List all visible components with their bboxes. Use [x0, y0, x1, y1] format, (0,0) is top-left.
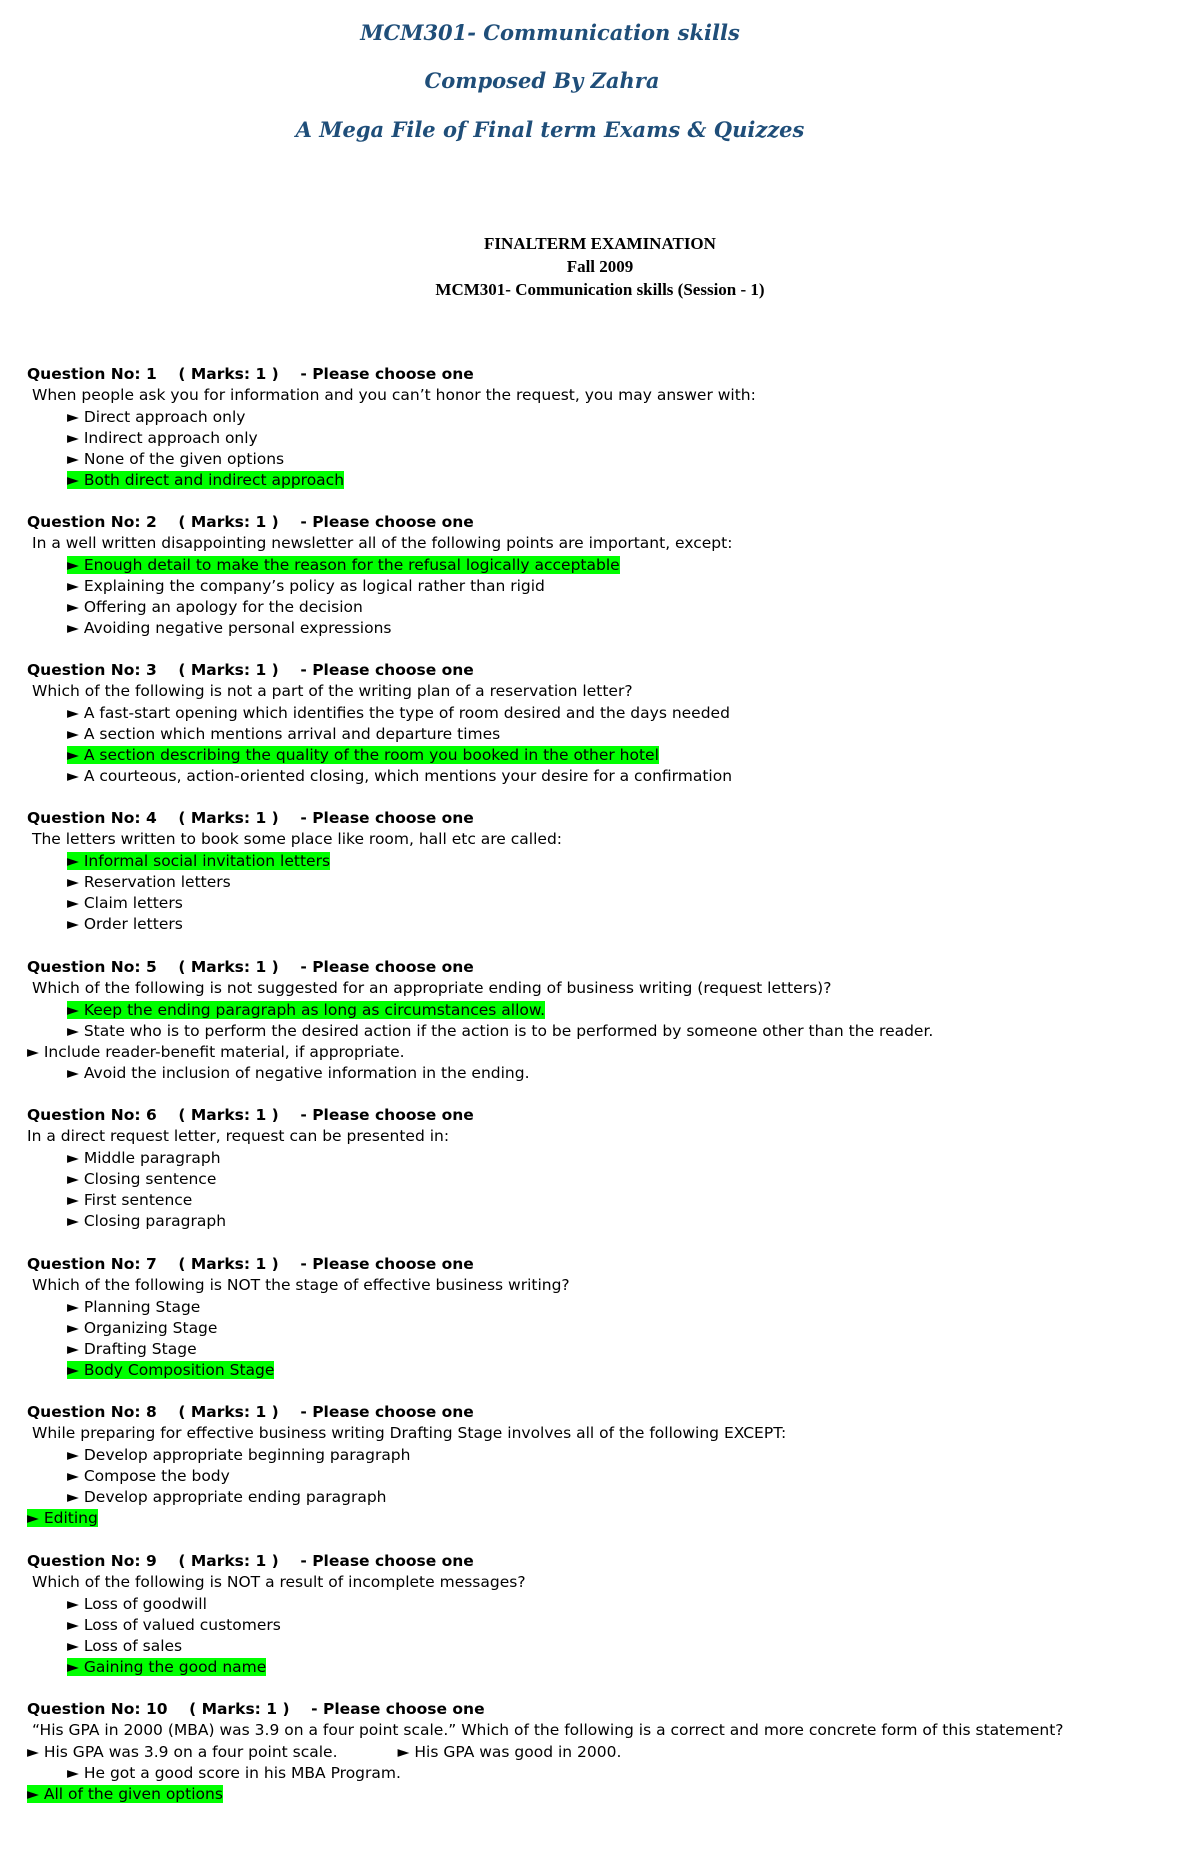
question-text: While preparing for effective business writing Drafting Stage involves all of the following EXCEPT:	[32, 1424, 787, 1443]
question-header: Question No: 10 ( Marks: 1 ) - Please choose one	[27, 1700, 485, 1718]
answer-option: ► Planning Stage	[67, 1297, 201, 1316]
answer-option: ► His GPA was good in 2000.	[397, 1742, 622, 1761]
answer-option-correct: ► Both direct and indirect approach	[67, 471, 345, 490]
question-block	[27, 1254, 1177, 1382]
answer-option: ► Explaining the company’s policy as logical rather than rigid	[67, 576, 545, 595]
exam-course: MCM301- Communication skills (Session - 1)	[435, 280, 765, 299]
answer-option: ► Avoiding negative personal expressions	[67, 619, 392, 638]
answer-option-correct: ► Informal social invitation letters	[67, 851, 331, 870]
answer-option-correct: ► A section describing the quality of the room you booked in the other hotel	[67, 746, 659, 765]
answer-option-correct: ► Editing	[27, 1509, 98, 1528]
question-block	[27, 660, 1177, 788]
question-header: Question No: 8 ( Marks: 1 ) - Please choose one	[27, 1403, 474, 1421]
exam-title: FINALTERM EXAMINATION	[484, 234, 716, 253]
question-text: In a well written disappointing newsletter all of the following points are important, except:	[32, 534, 733, 553]
question-header: Question No: 2 ( Marks: 1 ) - Please choose one	[27, 513, 474, 531]
question-block	[27, 512, 1177, 640]
answer-option-correct: ► Keep the ending paragraph as long as circumstances allow.	[67, 1000, 546, 1019]
answer-option: ► Offering an apology for the decision	[67, 598, 363, 617]
answer-option: ► Loss of sales	[67, 1637, 183, 1656]
answer-option: ► Include reader-benefit material, if appropriate.	[27, 1043, 405, 1062]
answer-option: ► Loss of valued customers	[67, 1615, 281, 1634]
question-header: Question No: 6 ( Marks: 1 ) - Please choose one	[27, 1106, 474, 1124]
question-header: Question No: 3 ( Marks: 1 ) - Please choose one	[27, 661, 474, 679]
answer-option: ► None of the given options	[67, 450, 285, 469]
answer-option: ► Closing paragraph	[67, 1212, 227, 1231]
answer-option: ► Loss of goodwill	[67, 1594, 207, 1613]
answer-option-row	[27, 1742, 1177, 1763]
question-header: Question No: 4 ( Marks: 1 ) - Please choose one	[27, 809, 474, 827]
document-title: MCM301- Communication skills	[360, 20, 740, 45]
answer-option-correct: ► Enough detail to make the reason for the refusal logically acceptable	[67, 555, 620, 574]
question-text: Which of the following is not a part of the writing plan of a reservation letter?	[32, 682, 633, 701]
question-text: The letters written to book some place like room, hall etc are called:	[32, 830, 563, 849]
question-block	[27, 364, 1177, 492]
answer-option: ► Compose the body	[67, 1466, 230, 1485]
question-block	[27, 1402, 1177, 1530]
answer-option: ► Reservation letters	[67, 872, 231, 891]
question-header: Question No: 7 ( Marks: 1 ) - Please choose one	[27, 1255, 474, 1273]
answer-option: ► State who is to perform the desired action if the action is to be performed by someone other than the reader.	[67, 1021, 934, 1040]
question-text: In a direct request letter, request can be presented in:	[27, 1127, 450, 1146]
question-header: Question No: 5 ( Marks: 1 ) - Please choose one	[27, 958, 474, 976]
answer-option: ► Indirect approach only	[67, 428, 258, 447]
question-block	[27, 808, 1177, 936]
question-block	[27, 957, 1177, 1085]
question-text: Which of the following is NOT a result of incomplete messages?	[32, 1573, 526, 1592]
answer-option: ► Avoid the inclusion of negative information in the ending.	[67, 1064, 530, 1083]
answer-option: ► Direct approach only	[67, 407, 246, 426]
answer-option: ► He got a good score in his MBA Program.	[67, 1763, 401, 1782]
answer-option: ► Middle paragraph	[67, 1148, 221, 1167]
answer-option-correct: ► All of the given options	[27, 1785, 223, 1804]
answer-option: ► Closing sentence	[67, 1169, 217, 1188]
question-block	[27, 1105, 1177, 1233]
answer-option: ► His GPA was 3.9 on a four point scale.	[27, 1742, 338, 1761]
question-block	[27, 1699, 1177, 1805]
answer-option: ► First sentence	[67, 1191, 193, 1210]
question-text: Which of the following is not suggested for an appropriate ending of business writing (request letters)?	[32, 979, 832, 998]
answer-option: ► Develop appropriate beginning paragraph	[67, 1445, 411, 1464]
question-block	[27, 1551, 1177, 1679]
question-text: “His GPA in 2000 (MBA) was 3.9 on a four point scale.” Which of the following is a correct and more concrete form of this statement?	[32, 1721, 1064, 1740]
author-line: Composed By Zahra	[424, 68, 660, 93]
answer-option-correct: ► Body Composition Stage	[67, 1361, 275, 1380]
answer-option: ► A courteous, action-oriented closing, which mentions your desire for a confirmation	[67, 767, 733, 786]
question-header: Question No: 1 ( Marks: 1 ) - Please choose one	[27, 365, 474, 383]
question-text: Which of the following is NOT the stage of effective business writing?	[32, 1276, 570, 1295]
answer-option: ► Develop appropriate ending paragraph	[67, 1488, 387, 1507]
document-subtitle: A Mega File of Final term Exams & Quizzes	[295, 117, 805, 142]
answer-option-correct: ► Gaining the good name	[67, 1658, 267, 1677]
answer-option: ► A section which mentions arrival and departure times	[67, 724, 501, 743]
question-header: Question No: 9 ( Marks: 1 ) - Please choose one	[27, 1552, 474, 1570]
answer-option: ► Order letters	[67, 915, 183, 934]
answer-option: ► Claim letters	[67, 894, 183, 913]
question-text: When people ask you for information and you can’t honor the request, you may answer with:	[32, 386, 756, 405]
answer-option: ► A fast-start opening which identifies the type of room desired and the days needed	[67, 703, 730, 722]
exam-term: Fall 2009	[566, 257, 634, 276]
answer-option: ► Drafting Stage	[67, 1340, 197, 1359]
answer-option: ► Organizing Stage	[67, 1318, 218, 1337]
